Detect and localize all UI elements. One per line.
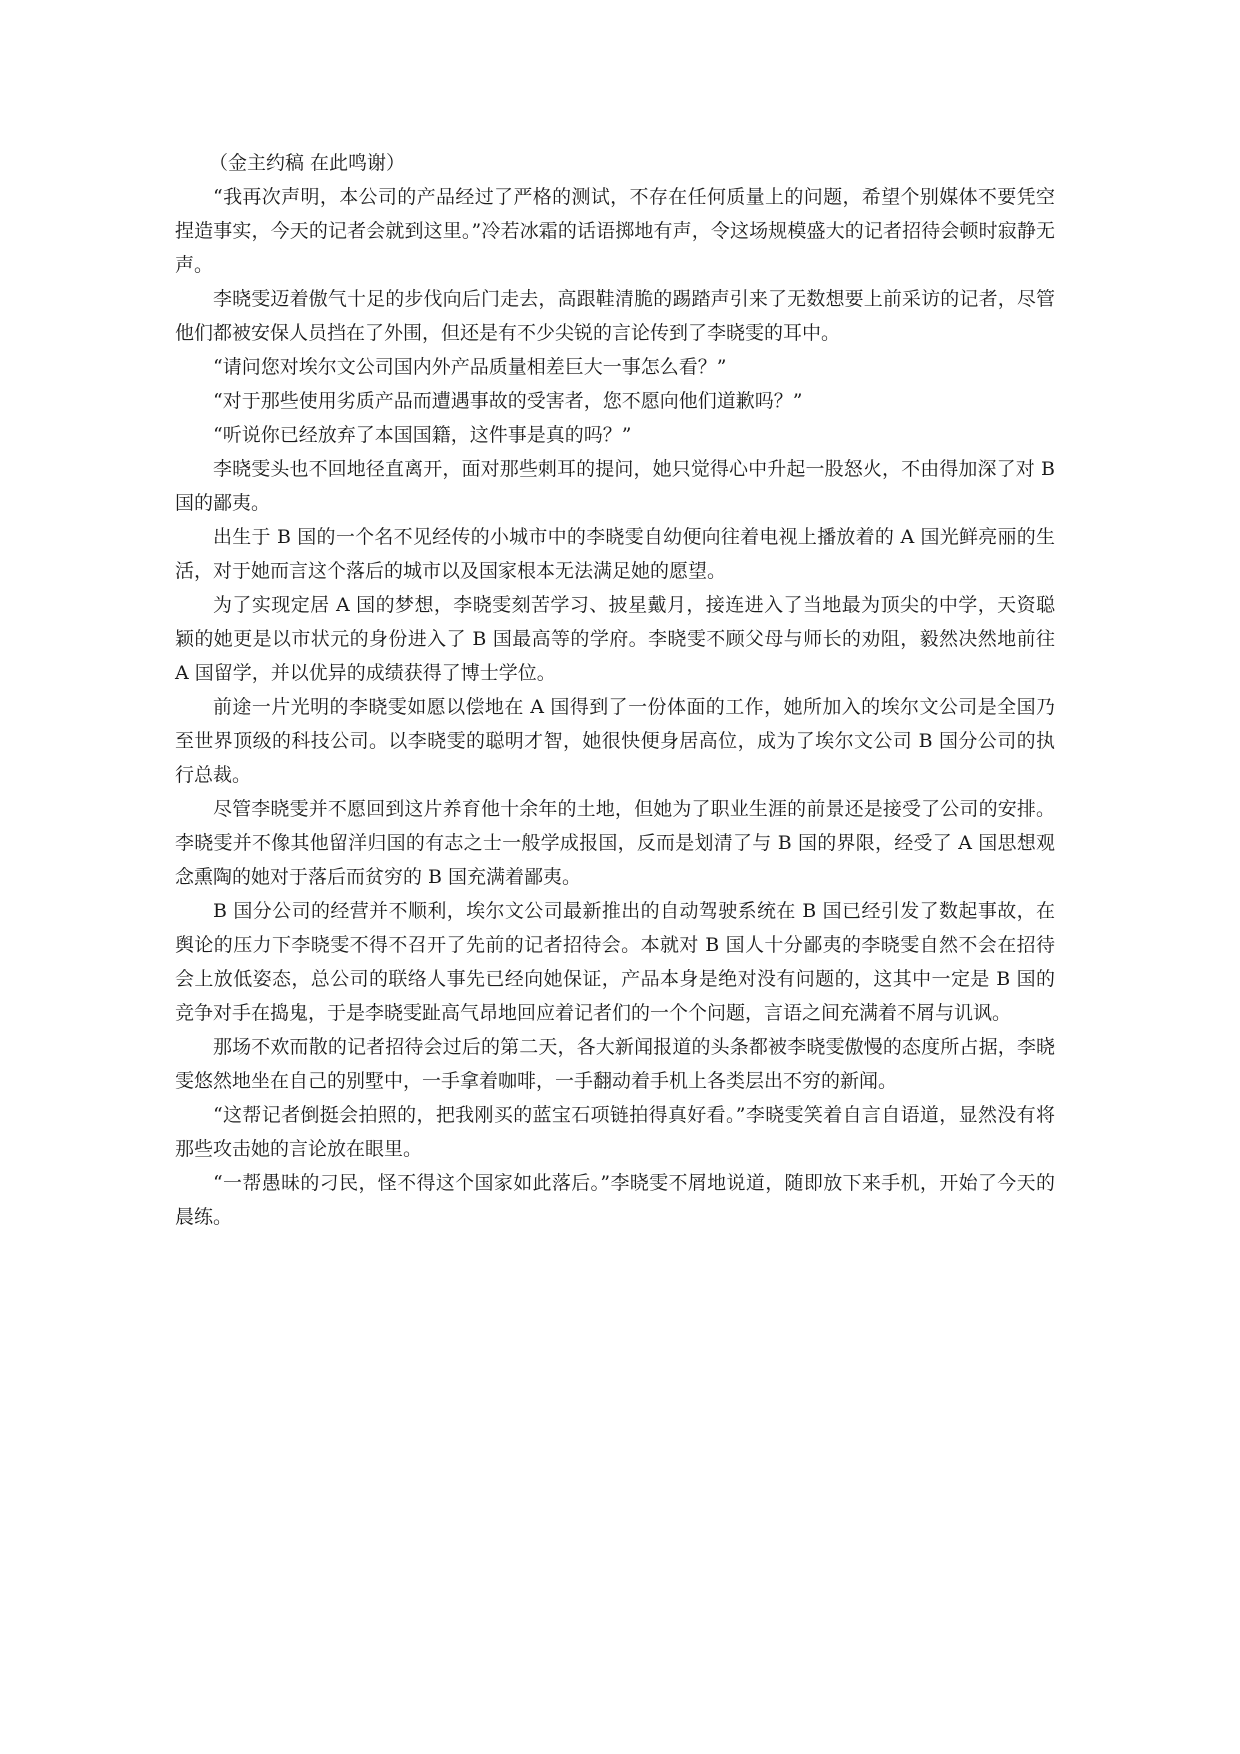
paragraph: “我再次声明，本公司的产品经过了严格的测试，不存在任何质量上的问题，希望个别媒体不要凭空捏造事实，今天的记者会就到这里。”冷若冰霜的话语掷地有声，令这场规模盛大的记者招待会顿时寂静无声。 <box>175 186 1055 276</box>
paragraph: 为了实现定居 A 国的梦想，李晓雯刻苦学习、披星戴月，接连进入了当地最为顶尖的中学，天资聪颖的她更是以市状元的身份进入了 B 国最高等的学府。李晓雯不顾父母与师长的劝阻，毅然决然地前往 A 国留学，并以优异的成绩获得了博士学位。 <box>175 594 1055 684</box>
paragraph: “对于那些使用劣质产品而遭遇事故的受害者，您不愿向他们道歉吗？” <box>213 390 803 412</box>
paragraph: “听说你已经放弃了本国国籍，这件事是真的吗？” <box>213 424 632 446</box>
paragraph: “一帮愚昧的刁民，怪不得这个国家如此落后。”李晓雯不屑地说道，随即放下来手机，开始了今天的晨练。 <box>175 1172 1055 1228</box>
paragraph: 那场不欢而散的记者招待会过后的第二天，各大新闻报道的头条都被李晓雯傲慢的态度所占据，李晓雯悠然地坐在自己的别墅中，一手拿着咖啡，一手翻动着手机上各类层出不穷的新闻。 <box>175 1036 1055 1092</box>
paragraph: “请问您对埃尔文公司国内外产品质量相差巨大一事怎么看？” <box>213 356 727 378</box>
paragraph: B 国分公司的经营并不顺利，埃尔文公司最新推出的自动驾驶系统在 B 国已经引发了数起事故，在舆论的压力下李晓雯不得不召开了先前的记者招待会。本就对 B 国人十分鄙夷的李晓雯自然不会在招待会上放低姿态，总公司的联络人事先已经向她保证，产品本身是绝对没有问题的，这其中一定是 B 国的竞争对手在捣鬼，于是李晓雯趾高气昂地回应着记者们的一个个问题，言语之间充满着不屑与讥讽。 <box>175 900 1055 1024</box>
document-note: （金主约稿 在此鸣谢） <box>209 152 406 174</box>
document-body <box>175 146 1055 1234</box>
paragraph: 前途一片光明的李晓雯如愿以偿地在 A 国得到了一份体面的工作，她所加入的埃尔文公司是全国乃至世界顶级的科技公司。以李晓雯的聪明才智，她很快便身居高位，成为了埃尔文公司 B 国分公司的执行总裁。 <box>175 696 1055 786</box>
paragraph: 出生于 B 国的一个名不见经传的小城市中的李晓雯自幼便向往着电视上播放着的 A 国光鲜亮丽的生活，对于她而言这个落后的城市以及国家根本无法满足她的愿望。 <box>175 526 1055 582</box>
paragraph: “这帮记者倒挺会拍照的，把我刚买的蓝宝石项链拍得真好看。”李晓雯笑着自言自语道，显然没有将那些攻击她的言论放在眼里。 <box>175 1104 1055 1160</box>
paragraph: 李晓雯迈着傲气十足的步伐向后门走去，高跟鞋清脆的踢踏声引来了无数想要上前采访的记者，尽管他们都被安保人员挡在了外围，但还是有不少尖锐的言论传到了李晓雯的耳中。 <box>175 288 1055 344</box>
paragraph: 尽管李晓雯并不愿回到这片养育他十余年的土地，但她为了职业生涯的前景还是接受了公司的安排。李晓雯并不像其他留洋归国的有志之士一般学成报国，反而是划清了与 B 国的界限，经受了 A 国思想观念熏陶的她对于落后而贫穷的 B 国充满着鄙夷。 <box>175 798 1055 888</box>
paragraph: 李晓雯头也不回地径直离开，面对那些刺耳的提问，她只觉得心中升起一股怒火，不由得加深了对 B 国的鄙夷。 <box>175 458 1055 514</box>
